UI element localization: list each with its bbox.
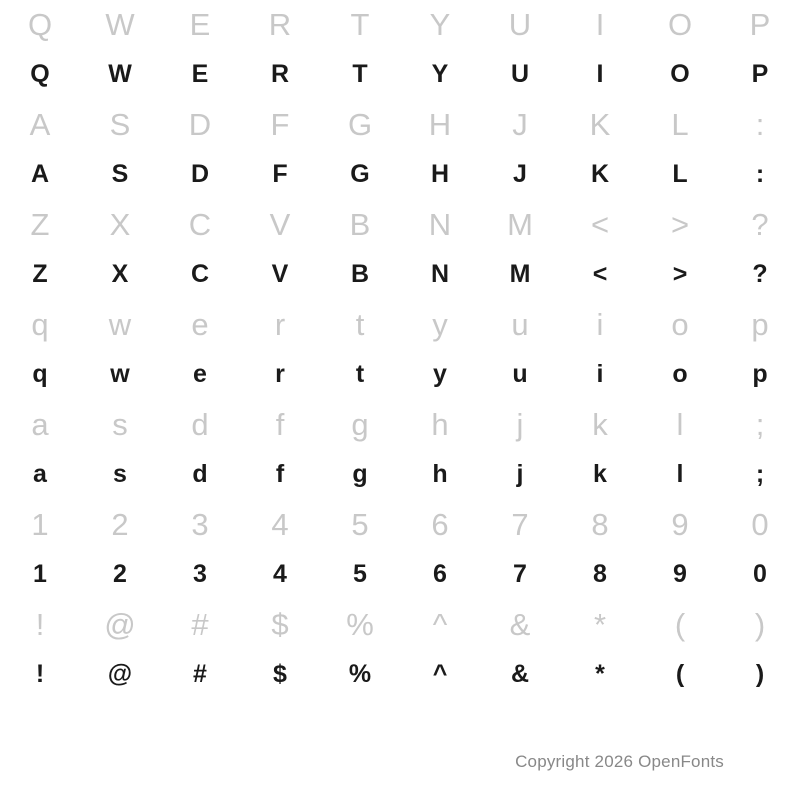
glyph-cell: 3 [191,506,209,542]
glyph-cell: O [667,6,693,42]
glyph-row [0,148,800,200]
glyph-cell: 3 [193,559,207,588]
glyph-cell: ; [755,459,765,488]
glyph-cell: E [191,59,209,88]
glyph-cell: S [111,159,129,188]
glyph-row [0,100,800,148]
glyph-cell: ) [754,606,766,642]
glyph-cell: d [191,406,209,442]
glyph-cell: ^ [432,606,448,642]
glyph-cell: j [516,459,524,488]
glyph-cell: A [29,106,51,142]
glyph-cell: 5 [353,559,367,588]
glyph-cell: L [671,106,689,142]
glyph-cell: Z [32,259,48,288]
glyph-cell: F [272,159,288,188]
glyph-cell: * [593,606,607,642]
glyph-cell: < [590,206,610,242]
glyph-cell: d [192,459,208,488]
glyph-row [0,548,800,600]
glyph-cell: ! [35,606,45,642]
glyph-cell: g [351,406,369,442]
glyph-cell: I [595,6,605,42]
glyph-cell: E [189,6,211,42]
glyph-cell: O [670,59,690,88]
glyph-cell: p [752,359,768,388]
glyph-cell: u [512,359,528,388]
glyph-row [0,300,800,348]
glyph-cell: 7 [513,559,527,588]
glyph-cell: f [275,459,285,488]
glyph-row [0,48,800,100]
glyph-cell: : [755,159,765,188]
glyph-cell: I [596,59,604,88]
glyph-cell: h [431,406,449,442]
glyph-row [0,600,800,648]
glyph-cell: 9 [673,559,687,588]
glyph-cell: ( [674,606,686,642]
glyph-cell: i [596,306,604,342]
footer [0,752,800,772]
glyph-cell: H [428,106,452,142]
glyph-cell: ( [675,659,685,688]
glyph-cell: @ [104,606,136,642]
glyph-cell: 2 [113,559,127,588]
glyph-cell: 8 [593,559,607,588]
glyph-cell: C [188,206,212,242]
glyph-cell: W [105,6,135,42]
glyph-cell: # [193,659,207,688]
glyph-cell: V [269,206,291,242]
glyph-cell: 8 [591,506,609,542]
glyph-cell: 9 [671,506,689,542]
glyph-cell: q [31,306,49,342]
glyph-cell: P [749,6,771,42]
glyph-cell: $ [273,659,287,688]
glyph-cell: C [190,259,210,288]
glyph-cell: o [671,306,689,342]
glyph-cell: R [270,59,290,88]
glyph-cell: s [112,406,128,442]
glyph-cell: Q [30,59,50,88]
glyph-row [0,400,800,448]
glyph-cell: o [672,359,688,388]
glyph-cell: a [33,459,47,488]
glyph-cell: 4 [273,559,287,588]
glyph-cell: 5 [351,506,369,542]
glyph-cell: T [352,59,368,88]
glyph-cell: % [348,659,372,688]
glyph-cell: % [346,606,374,642]
glyph-cell: 6 [431,506,449,542]
glyph-cell: y [433,359,447,388]
glyph-row [0,0,800,48]
glyph-cell: H [430,159,450,188]
glyph-cell: t [355,306,365,342]
glyph-cell: r [274,306,286,342]
glyph-cell: K [589,106,611,142]
glyph-cell: 1 [33,559,47,588]
glyph-cell: G [347,106,373,142]
glyph-cell: j [516,406,524,442]
glyph-cell: ? [751,206,769,242]
glyph-cell: 2 [111,506,129,542]
glyph-row [0,500,800,548]
glyph-cell: t [355,359,365,388]
glyph-cell: B [349,206,371,242]
glyph-cell: A [30,159,50,188]
glyph-row [0,448,800,500]
glyph-cell: U [510,59,530,88]
glyph-cell: w [110,359,130,388]
glyph-row [0,200,800,248]
glyph-cell: J [512,106,528,142]
glyph-cell: k [593,459,607,488]
glyph-cell: 0 [751,506,769,542]
glyph-cell: l [676,459,684,488]
glyph-cell: < [592,259,608,288]
glyph-cell: q [32,359,48,388]
glyph-cell: a [31,406,49,442]
glyph-row [0,648,800,700]
glyph-row [0,348,800,400]
glyph-cell: k [592,406,608,442]
glyph-cell: @ [107,659,133,688]
glyph-cell: D [190,159,210,188]
glyph-cell: R [268,6,292,42]
glyph-cell: M [509,259,531,288]
glyph-cell: $ [271,606,289,642]
glyph-cell: p [751,306,769,342]
glyph-cell: & [509,606,531,642]
glyph-cell: s [113,459,127,488]
glyph-cell: F [270,106,290,142]
glyph-cell: K [590,159,610,188]
glyph-cell: l [676,406,684,442]
glyph-cell: G [350,159,370,188]
glyph-cell: & [510,659,530,688]
glyph-cell: : [755,106,765,142]
glyph-cell: M [507,206,533,242]
glyph-cell: i [596,359,604,388]
glyph-cell: N [430,259,450,288]
copyright-notice: Copyright 2026 OpenFonts [515,752,724,771]
glyph-cell: Y [431,59,449,88]
glyph-cell: f [275,406,285,442]
glyph-cell: 0 [753,559,767,588]
glyph-cell: ) [755,659,765,688]
glyph-cell: P [751,59,769,88]
glyph-cell: 7 [511,506,529,542]
glyph-cell: B [350,259,370,288]
glyph-cell: Y [429,6,451,42]
glyph-cell: e [191,306,209,342]
glyph-cell: J [513,159,527,188]
glyph-cell: T [350,6,370,42]
glyph-cell: > [670,206,690,242]
glyph-cell: r [275,359,285,388]
glyph-cell: ^ [432,659,448,688]
glyph-cell: 1 [31,506,49,542]
glyph-cell: X [109,206,131,242]
glyph-cell: D [188,106,212,142]
glyph-cell: # [191,606,209,642]
glyph-cell: Z [30,206,50,242]
glyph-cell: 4 [271,506,289,542]
glyph-cell: ; [755,406,765,442]
glyph-cell: W [108,59,132,88]
glyph-cell: u [511,306,529,342]
glyph-cell: > [672,259,688,288]
glyph-cell: L [672,159,688,188]
glyph-cell: V [271,259,289,288]
glyph-cell: h [432,459,448,488]
glyph-cell: g [352,459,368,488]
glyph-cell: ! [35,659,45,688]
glyph-cell: w [108,306,132,342]
glyph-cell: 6 [433,559,447,588]
glyph-cell: X [111,259,129,288]
glyph-cell: e [193,359,207,388]
glyph-cell: y [432,306,448,342]
glyph-cell: * [595,659,605,688]
glyph-cell: U [508,6,532,42]
glyph-cell: N [428,206,452,242]
glyph-cell: Q [27,6,53,42]
glyph-cell: S [109,106,131,142]
glyph-cell: ? [752,259,768,288]
glyph-row [0,248,800,300]
